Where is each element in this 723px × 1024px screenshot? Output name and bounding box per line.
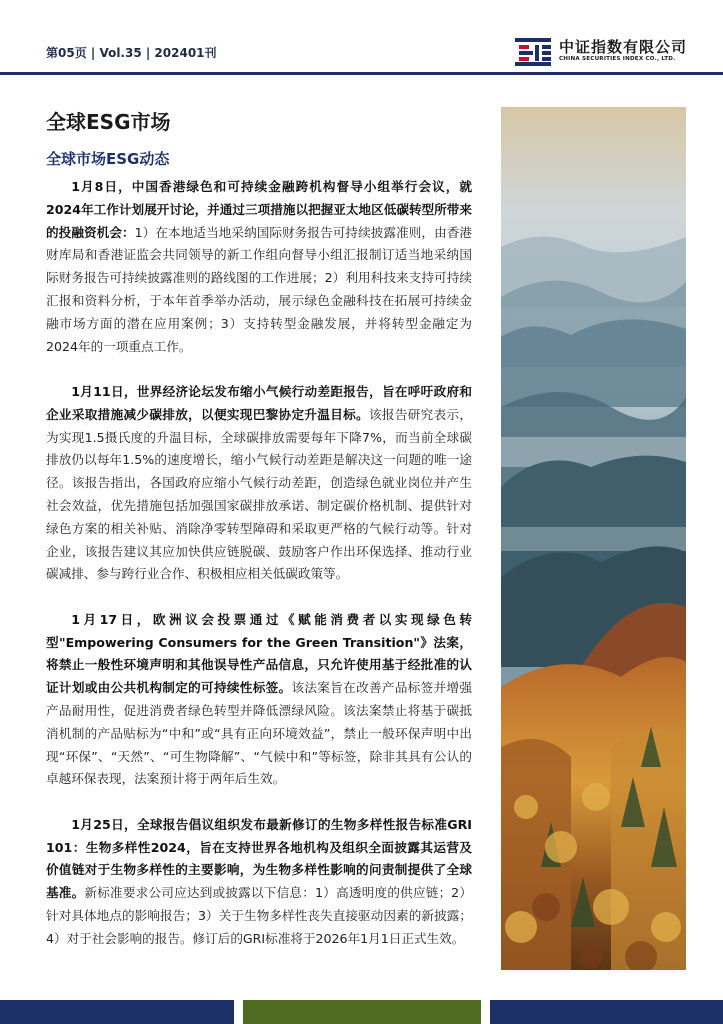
paragraph-lead: 1月11日，世界经济论坛发布缩小气候行动差距报告，旨在呼吁政府和企业采取措施减少碳排放，以便实现巴黎协定升温目标。 xyxy=(46,383,472,422)
logo-chinese-name: 中证指数有限公司 xyxy=(558,38,687,56)
paragraph-body: 该报告研究表示，为实现1.5摄氏度的升温目标，全球碳排放需要每年下降7%，而当前全球碳排放仍以每年1.5%的速度增长，缩小气候行动差距是解决这一问题的唯一途径。该报告指出，各国政府应缩小气候行动差距，创造绿色就业岗位并产生社会效益，优先措施包括加强国家碳排放承诺、制定碳价格机制、提供针对绿色方案的相关补贴、消除净零转型障碍和采取更严格的气候行动等。针对企业，该报告建议其应加快供应链脱碳、鼓励客户作出环保选择、推动行业碳减排、参与跨行业合作、积极相应相关低碳政策等。 xyxy=(46,406,473,582)
paragraph-body: 新标准要求公司应达到或披露以下信息：1）高透明度的供应链；2）针对具体地点的影响报告；3）关于生物多样性丧失直接驱动因素的新披露；4）对于社会影响的报告。修订后的GRI标准将于2026年1月1日正式生效。 xyxy=(46,885,472,946)
company-logo xyxy=(515,36,687,66)
news-paragraph-2 xyxy=(46,609,472,791)
subsection-title: 全球市场ESG动态 xyxy=(46,150,170,168)
footer-segment-right xyxy=(490,1000,723,1024)
paragraph-lead: 1月8日，中国香港绿色和可持续金融跨机构督导小组举行会议，就2024年工作计划展开讨论，并通过三项措施以把握亚太地区低碳转型所带来的投融资机会： xyxy=(46,179,472,240)
footer-bar xyxy=(0,1000,723,1024)
logo-english-name: CHINA SECURITIES INDEX CO., LTD. xyxy=(558,56,676,62)
page-info: 第05页 | Vol.35 | 202401刊 xyxy=(46,46,217,60)
csi-logo-icon xyxy=(515,36,551,66)
news-paragraph-1 xyxy=(46,381,472,586)
footer-segment-middle xyxy=(243,1000,481,1024)
news-paragraph-0 xyxy=(46,176,472,358)
side-photo xyxy=(501,107,686,970)
header-divider xyxy=(0,72,723,75)
paragraph-body: 1）在本地适当地采纳国际财务报告可持续披露准则，由香港财库局和香港证监会共同领导的新工作组向督导小组汇报制订适当地采纳国际财务报告可持续披露准则的路线图的工作进展；2）利用科技来支持可持续汇报和资料分析，于本年首季举办活动，展示绿色金融科技在拓展可持续金融市场方面的潜在应用案例；3）支持转型金融发展，并将转型金融定为2024年的一项重点工作。 xyxy=(46,224,473,354)
news-paragraph-3 xyxy=(46,814,472,951)
paragraph-lead: 1月25日，全球报告倡议组织发布最新修订的生物多样性报告标准GRI 101：生物多样性2024，旨在支持世界各地机构及组织全面披露其运营及价值链对于生物多样性的主要影响，为生物多样性影响的问责制提供了全球基准。 xyxy=(46,816,472,901)
paragraph-lead: 1月17日，欧洲议会投票通过《赋能消费者以实现绿色转型"Empowering Consumers for the Green Transition"》法案，将禁止一般性环境声明和其他误导性产品信息，只允许使用基于经批准的认证计划或由公共机构制定的可持续性标签。 xyxy=(46,611,472,696)
paragraph-body: 该法案旨在改善产品标签并增强产品耐用性，促进消费者绿色转型并降低漂绿风险。该法案禁止将基于碳抵消机制的产品贴标为“中和”或“具有正向环境效益”，禁止一般环保声明中出现“环保”、“天然”、“可生物降解”、“气候中和”等标签，除非其具有公认的卓越环保表现，法案预计将于两年后生效。 xyxy=(46,680,473,787)
footer-segment-left xyxy=(0,1000,234,1024)
misty-mountain-autumn-forest-photo xyxy=(501,107,686,970)
section-title: 全球ESG市场 xyxy=(46,110,171,134)
article-body xyxy=(46,176,472,973)
